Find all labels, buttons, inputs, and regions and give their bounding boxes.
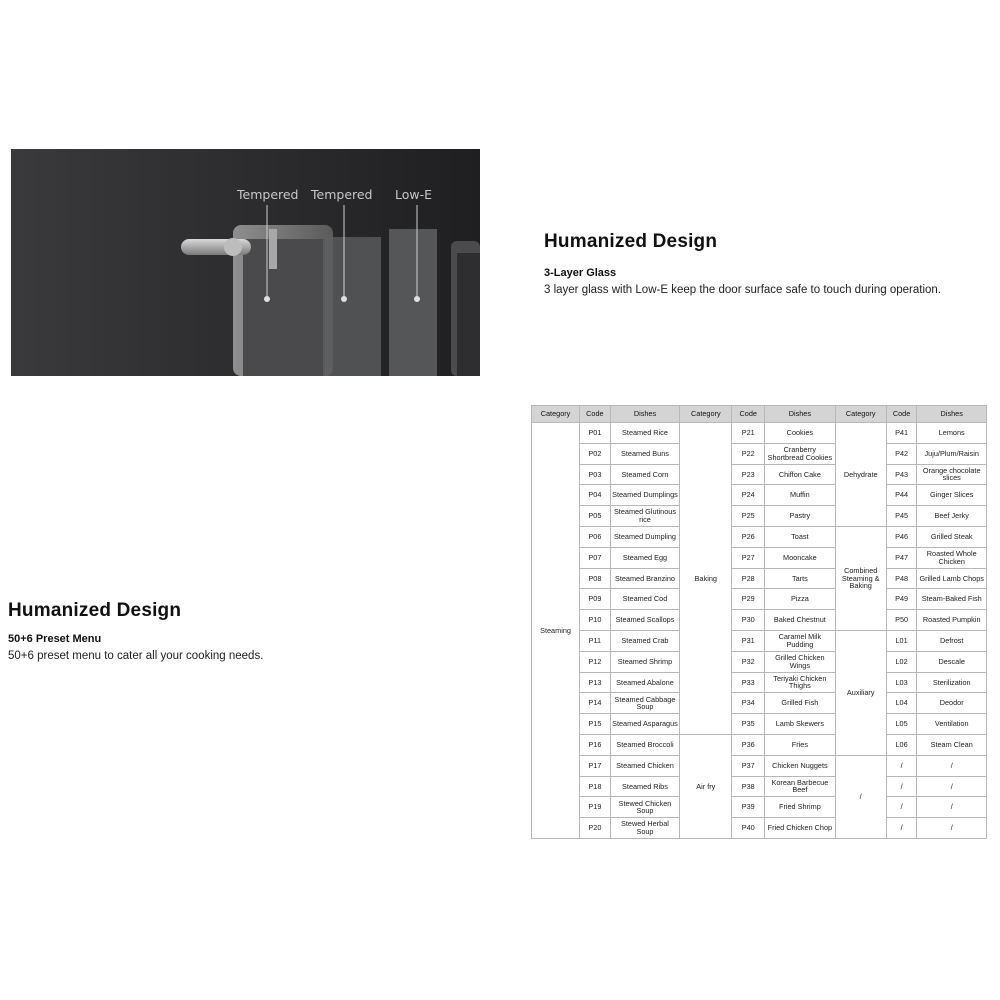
dish-cell: Steamed Crab bbox=[610, 630, 680, 651]
category-cell: Steaming bbox=[532, 423, 580, 839]
code-cell: / bbox=[886, 755, 917, 776]
dish-cell: Ginger Slices bbox=[917, 485, 987, 506]
code-cell: P48 bbox=[886, 568, 917, 589]
code-cell: P39 bbox=[732, 797, 765, 818]
table-row bbox=[532, 714, 987, 735]
header-code-2: Code bbox=[732, 406, 765, 423]
dish-cell: Chiffon Cake bbox=[765, 464, 836, 485]
code-cell: P22 bbox=[732, 443, 765, 464]
dish-cell: Korean Barbecue Beef bbox=[765, 776, 836, 797]
code-cell: P06 bbox=[580, 526, 611, 547]
code-cell: L06 bbox=[886, 734, 917, 755]
table-row bbox=[532, 526, 987, 547]
code-cell: P32 bbox=[732, 651, 765, 672]
section-subtitle: 3-Layer Glass bbox=[544, 267, 617, 279]
code-cell: P45 bbox=[886, 506, 917, 527]
dish-cell: Stewed Herbal Soup bbox=[610, 818, 680, 839]
dish-cell: Defrost bbox=[917, 630, 987, 651]
code-cell: P27 bbox=[732, 547, 765, 568]
table-row bbox=[532, 734, 987, 755]
code-cell: L02 bbox=[886, 651, 917, 672]
dish-cell: Steamed Asparagus bbox=[610, 714, 680, 735]
code-cell: P10 bbox=[580, 610, 611, 631]
table-row bbox=[532, 464, 987, 485]
code-cell: P17 bbox=[580, 755, 611, 776]
dish-cell: Steamed Branzino bbox=[610, 568, 680, 589]
code-cell: P44 bbox=[886, 485, 917, 506]
code-cell: P35 bbox=[732, 714, 765, 735]
code-cell: P14 bbox=[580, 693, 611, 714]
table-row bbox=[532, 589, 987, 610]
table-row bbox=[532, 672, 987, 693]
dish-cell: Steam Clean bbox=[917, 734, 987, 755]
dish-cell: Baked Chestnut bbox=[765, 610, 836, 631]
dish-cell: Steamed Glutinous rice bbox=[610, 506, 680, 527]
dish-cell: Grilled Fish bbox=[765, 693, 836, 714]
code-cell: P36 bbox=[732, 734, 765, 755]
code-cell: P38 bbox=[732, 776, 765, 797]
dish-cell: / bbox=[917, 797, 987, 818]
code-cell: P31 bbox=[732, 630, 765, 651]
code-cell: P19 bbox=[580, 797, 611, 818]
dish-cell: Cookies bbox=[765, 423, 836, 444]
header-code-1: Code bbox=[580, 406, 611, 423]
dish-cell: Steamed Buns bbox=[610, 443, 680, 464]
preset-menu-section bbox=[8, 600, 263, 662]
dish-cell: Fries bbox=[765, 734, 836, 755]
code-cell: P24 bbox=[732, 485, 765, 506]
code-cell: P37 bbox=[732, 755, 765, 776]
code-cell: P07 bbox=[580, 547, 611, 568]
dish-cell: Steamed Egg bbox=[610, 547, 680, 568]
dish-cell: Caramel Milk Pudding bbox=[765, 630, 836, 651]
dish-cell: Roasted Whole Chicken bbox=[917, 547, 987, 568]
dish-cell: Steam-Baked Fish bbox=[917, 589, 987, 610]
dish-cell: Steamed Ribs bbox=[610, 776, 680, 797]
table-row bbox=[532, 776, 987, 797]
category-cell: Auxiliary bbox=[835, 630, 886, 755]
glass-label-low-e: Low-E bbox=[395, 187, 433, 202]
table-row bbox=[532, 651, 987, 672]
dish-cell: Toast bbox=[765, 526, 836, 547]
code-cell: P11 bbox=[580, 630, 611, 651]
code-cell: P16 bbox=[580, 734, 611, 755]
dish-cell: Lemons bbox=[917, 423, 987, 444]
code-cell: P13 bbox=[580, 672, 611, 693]
header-code-3: Code bbox=[886, 406, 917, 423]
code-cell: P49 bbox=[886, 589, 917, 610]
dish-cell: Steamed Scallops bbox=[610, 610, 680, 631]
code-cell: P42 bbox=[886, 443, 917, 464]
header-dishes-1: Dishes bbox=[610, 406, 680, 423]
dish-cell: Roasted Pumpkin bbox=[917, 610, 987, 631]
category-cell: Dehydrate bbox=[835, 423, 886, 527]
dish-cell: Steamed Rice bbox=[610, 423, 680, 444]
dish-cell: Deodor bbox=[917, 693, 987, 714]
code-cell: P30 bbox=[732, 610, 765, 631]
preset-menu-table bbox=[531, 405, 987, 839]
dish-cell: Tarts bbox=[765, 568, 836, 589]
code-cell: P50 bbox=[886, 610, 917, 631]
table-row bbox=[532, 485, 987, 506]
code-cell: P29 bbox=[732, 589, 765, 610]
code-cell: P34 bbox=[732, 693, 765, 714]
code-cell: P20 bbox=[580, 818, 611, 839]
table-row bbox=[532, 630, 987, 651]
table-row bbox=[532, 568, 987, 589]
category-cell: Air fry bbox=[680, 734, 732, 838]
dish-cell: Steamed Cabbage Soup bbox=[610, 693, 680, 714]
table-row bbox=[532, 443, 987, 464]
code-cell: P09 bbox=[580, 589, 611, 610]
dish-cell: Steamed Dumplings bbox=[610, 485, 680, 506]
dish-cell: Muffin bbox=[765, 485, 836, 506]
dish-cell: Fried Chicken Chop bbox=[765, 818, 836, 839]
dish-cell: Stewed Chicken Soup bbox=[610, 797, 680, 818]
glass-label-tempered-1: Tempered bbox=[237, 187, 299, 202]
code-cell: P04 bbox=[580, 485, 611, 506]
code-cell: P05 bbox=[580, 506, 611, 527]
code-cell: P25 bbox=[732, 506, 765, 527]
dish-cell: Chicken Nuggets bbox=[765, 755, 836, 776]
header-dishes-2: Dishes bbox=[765, 406, 836, 423]
dish-cell: Pastry bbox=[765, 506, 836, 527]
dish-cell: Sterilization bbox=[917, 672, 987, 693]
category-cell: Baking bbox=[680, 423, 732, 735]
category-cell: / bbox=[835, 755, 886, 838]
dish-cell: Steamed Corn bbox=[610, 464, 680, 485]
header-dishes-3: Dishes bbox=[917, 406, 987, 423]
code-cell: P12 bbox=[580, 651, 611, 672]
code-cell: P33 bbox=[732, 672, 765, 693]
dish-cell: Steamed Shrimp bbox=[610, 651, 680, 672]
code-cell: P18 bbox=[580, 776, 611, 797]
table-row bbox=[532, 610, 987, 631]
code-cell: / bbox=[886, 818, 917, 839]
code-cell: P21 bbox=[732, 423, 765, 444]
code-cell: P01 bbox=[580, 423, 611, 444]
section-subtitle: 50+6 Preset Menu bbox=[8, 633, 102, 645]
code-cell: P23 bbox=[732, 464, 765, 485]
dish-cell: / bbox=[917, 755, 987, 776]
code-cell: P28 bbox=[732, 568, 765, 589]
table-row bbox=[532, 755, 987, 776]
table-row bbox=[532, 797, 987, 818]
dish-cell: Mooncake bbox=[765, 547, 836, 568]
table-row bbox=[532, 693, 987, 714]
code-cell: L01 bbox=[886, 630, 917, 651]
code-cell: P41 bbox=[886, 423, 917, 444]
section-title: Humanized Design bbox=[8, 600, 182, 621]
dish-cell: Descale bbox=[917, 651, 987, 672]
section-body: 50+6 preset menu to cater all your cooking needs. bbox=[8, 650, 264, 662]
table-row bbox=[532, 423, 987, 444]
table-row bbox=[532, 506, 987, 527]
low-e-glass-pane bbox=[389, 229, 437, 376]
table-row bbox=[532, 547, 987, 568]
code-cell: L05 bbox=[886, 714, 917, 735]
code-cell: P40 bbox=[732, 818, 765, 839]
dish-cell: Steamed Abalone bbox=[610, 672, 680, 693]
code-cell: L03 bbox=[886, 672, 917, 693]
code-cell: P46 bbox=[886, 526, 917, 547]
dish-cell: Cranberry Shortbread Cookies bbox=[765, 443, 836, 464]
dish-cell: Beef Jerky bbox=[917, 506, 987, 527]
dish-cell: Pizza bbox=[765, 589, 836, 610]
section-title: Humanized Design bbox=[544, 231, 718, 252]
code-cell: P02 bbox=[580, 443, 611, 464]
table-header-row bbox=[532, 406, 987, 423]
code-cell: P08 bbox=[580, 568, 611, 589]
dish-cell: Ventilation bbox=[917, 714, 987, 735]
dish-cell: / bbox=[917, 776, 987, 797]
header-category-2: Category bbox=[680, 406, 732, 423]
dish-cell: Steamed Broccoli bbox=[610, 734, 680, 755]
dish-cell: Grilled Chicken Wings bbox=[765, 651, 836, 672]
dish-cell: Lamb Skewers bbox=[765, 714, 836, 735]
code-cell: P47 bbox=[886, 547, 917, 568]
code-cell: / bbox=[886, 776, 917, 797]
dish-cell: Juju/Plum/Raisin bbox=[917, 443, 987, 464]
dish-cell: Steamed Cod bbox=[610, 589, 680, 610]
glass-layers-photo bbox=[11, 149, 480, 376]
code-cell: P15 bbox=[580, 714, 611, 735]
dish-cell: Steamed Chicken bbox=[610, 755, 680, 776]
glass-label-tempered-2: Tempered bbox=[311, 187, 373, 202]
dish-cell: / bbox=[917, 818, 987, 839]
category-cell: Combined Steaming & Baking bbox=[835, 526, 886, 630]
code-cell: P03 bbox=[580, 464, 611, 485]
table-row bbox=[532, 818, 987, 839]
dish-cell: Fried Shrimp bbox=[765, 797, 836, 818]
glass-section bbox=[544, 231, 941, 296]
code-cell: P43 bbox=[886, 464, 917, 485]
section-body: 3 layer glass with Low-E keep the door surface safe to touch during operation. bbox=[544, 284, 941, 296]
dish-cell: Grilled Lamb Chops bbox=[917, 568, 987, 589]
dish-cell: Teriyaki Chicken Thighs bbox=[765, 672, 836, 693]
dish-cell: Steamed Dumpling bbox=[610, 526, 680, 547]
code-cell: L04 bbox=[886, 693, 917, 714]
header-category-1: Category bbox=[532, 406, 580, 423]
code-cell: P26 bbox=[732, 526, 765, 547]
tempered-glass-pane-2 bbox=[323, 237, 381, 376]
header-category-3: Category bbox=[835, 406, 886, 423]
code-cell: / bbox=[886, 797, 917, 818]
dish-cell: Orange chocolate slices bbox=[917, 464, 987, 485]
dish-cell: Grilled Steak bbox=[917, 526, 987, 547]
